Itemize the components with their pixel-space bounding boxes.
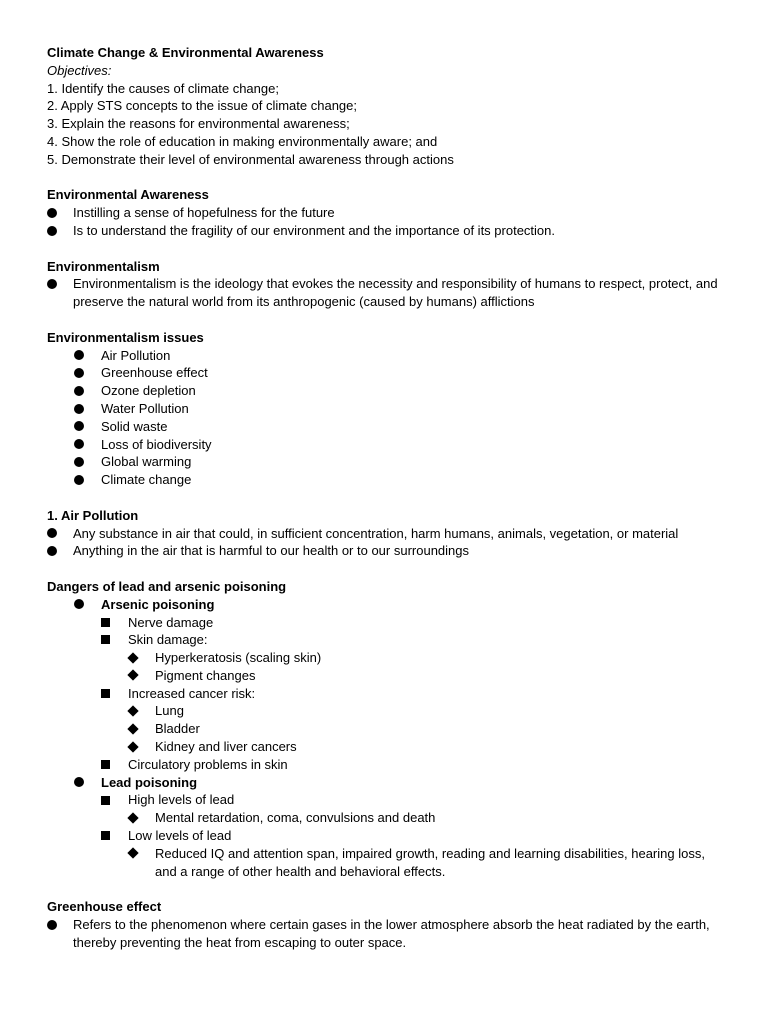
sub-item: Nerve damage <box>47 614 727 632</box>
bullet-dot-icon <box>74 774 84 792</box>
sub-sub-item: Mental retardation, coma, convulsions and death <box>47 809 727 827</box>
section-heading-environmentalism-issues: Environmentalism issues <box>47 329 204 345</box>
document-content <box>47 44 727 952</box>
bullet-item: Any substance in air that could, in sufficient concentration, harm humans, animals, vegetation, or material <box>47 525 727 543</box>
sub-item: Increased cancer risk: <box>47 685 727 703</box>
bullet-dot-icon <box>74 347 84 365</box>
section-heading-environmental-awareness: Environmental Awareness <box>47 187 209 203</box>
bullet-dot-icon <box>47 275 57 293</box>
sub-sub-item: Lung <box>47 702 727 720</box>
bullet-dot-icon <box>74 418 84 436</box>
diamond-bullet-icon <box>128 649 137 667</box>
bullet-item: Refers to the phenomenon where certain gases in the lower atmosphere absorb the heat radiated by the earth, thereby preventing the heat from escaping to outer space. <box>47 916 727 952</box>
issue-item: Ozone depletion <box>47 382 727 400</box>
sub-sub-item: Pigment changes <box>47 667 727 685</box>
issue-item: Air Pollution <box>47 347 727 365</box>
issue-item: Solid waste <box>47 418 727 436</box>
bullet-dot-icon <box>74 596 84 614</box>
diamond-bullet-icon <box>128 702 137 720</box>
square-bullet-icon <box>101 631 110 649</box>
objective-item: 4. Show the role of education in making environmentally aware; and <box>47 133 438 149</box>
section-heading-environmentalism: Environmentalism <box>47 258 160 274</box>
bullet-dot-icon <box>74 382 84 400</box>
bullet-dot-icon <box>74 436 84 454</box>
diamond-bullet-icon <box>128 845 137 863</box>
bullet-dot-icon <box>47 222 57 240</box>
square-bullet-icon <box>101 791 110 809</box>
bullet-dot-icon <box>47 542 57 560</box>
sub-sub-item: Hyperkeratosis (scaling skin) <box>47 649 727 667</box>
square-bullet-icon <box>101 827 110 845</box>
issue-item: Global warming <box>47 453 727 471</box>
bullet-dot-icon <box>74 364 84 382</box>
issue-item: Greenhouse effect <box>47 364 727 382</box>
diamond-bullet-icon <box>128 667 137 685</box>
objective-item: 1. Identify the causes of climate change; <box>47 80 279 96</box>
issue-item: Loss of biodiversity <box>47 436 727 454</box>
issue-item: Water Pollution <box>47 400 727 418</box>
objectives-heading: Objectives: <box>47 62 112 78</box>
document-title: Climate Change & Environmental Awareness <box>47 45 324 60</box>
square-bullet-icon <box>101 756 110 774</box>
lead-poisoning-item: Lead poisoning <box>47 774 727 792</box>
objective-item: 2. Apply STS concepts to the issue of climate change; <box>47 98 358 114</box>
bullet-item: Anything in the air that is harmful to our health or to our surroundings <box>47 542 727 560</box>
bullet-dot-icon <box>47 916 57 934</box>
section-heading-lead-arsenic: Dangers of lead and arsenic poisoning <box>47 578 287 594</box>
bullet-dot-icon <box>74 471 84 489</box>
sub-item: Skin damage: <box>47 631 727 649</box>
bullet-dot-icon <box>47 525 57 543</box>
sub-item: Low levels of lead <box>47 827 727 845</box>
bullet-item: Instilling a sense of hopefulness for the future <box>47 204 727 222</box>
diamond-bullet-icon <box>128 809 137 827</box>
section-heading-air-pollution: 1. Air Pollution <box>47 507 139 523</box>
arsenic-poisoning-item: Arsenic poisoning <box>47 596 727 614</box>
bullet-dot-icon <box>47 204 57 222</box>
diamond-bullet-icon <box>128 738 137 756</box>
diamond-bullet-icon <box>128 720 137 738</box>
section-heading-greenhouse: Greenhouse effect <box>47 899 162 915</box>
sub-item: Circulatory problems in skin <box>47 756 727 774</box>
sub-sub-item: Kidney and liver cancers <box>47 738 727 756</box>
issue-item: Climate change <box>47 471 727 489</box>
bullet-item: Environmentalism is the ideology that evokes the necessity and responsibility of humans to respect, protect, and preserve the natural world from its anthropogenic (caused by humans) afflictions <box>47 275 727 311</box>
square-bullet-icon <box>101 614 110 632</box>
square-bullet-icon <box>101 685 110 703</box>
objective-item: 5. Demonstrate their level of environmental awareness through actions <box>47 151 454 167</box>
objective-item: 3. Explain the reasons for environmental awareness; <box>47 116 350 132</box>
sub-item: High levels of lead <box>47 791 727 809</box>
sub-sub-item: Reduced IQ and attention span, impaired growth, reading and learning disabilities, hearing loss, and a range of other health and behavioral effects. <box>47 845 727 881</box>
bullet-dot-icon <box>74 453 84 471</box>
bullet-dot-icon <box>74 400 84 418</box>
sub-sub-item: Bladder <box>47 720 727 738</box>
bullet-item: Is to understand the fragility of our environment and the importance of its protection. <box>47 222 727 240</box>
